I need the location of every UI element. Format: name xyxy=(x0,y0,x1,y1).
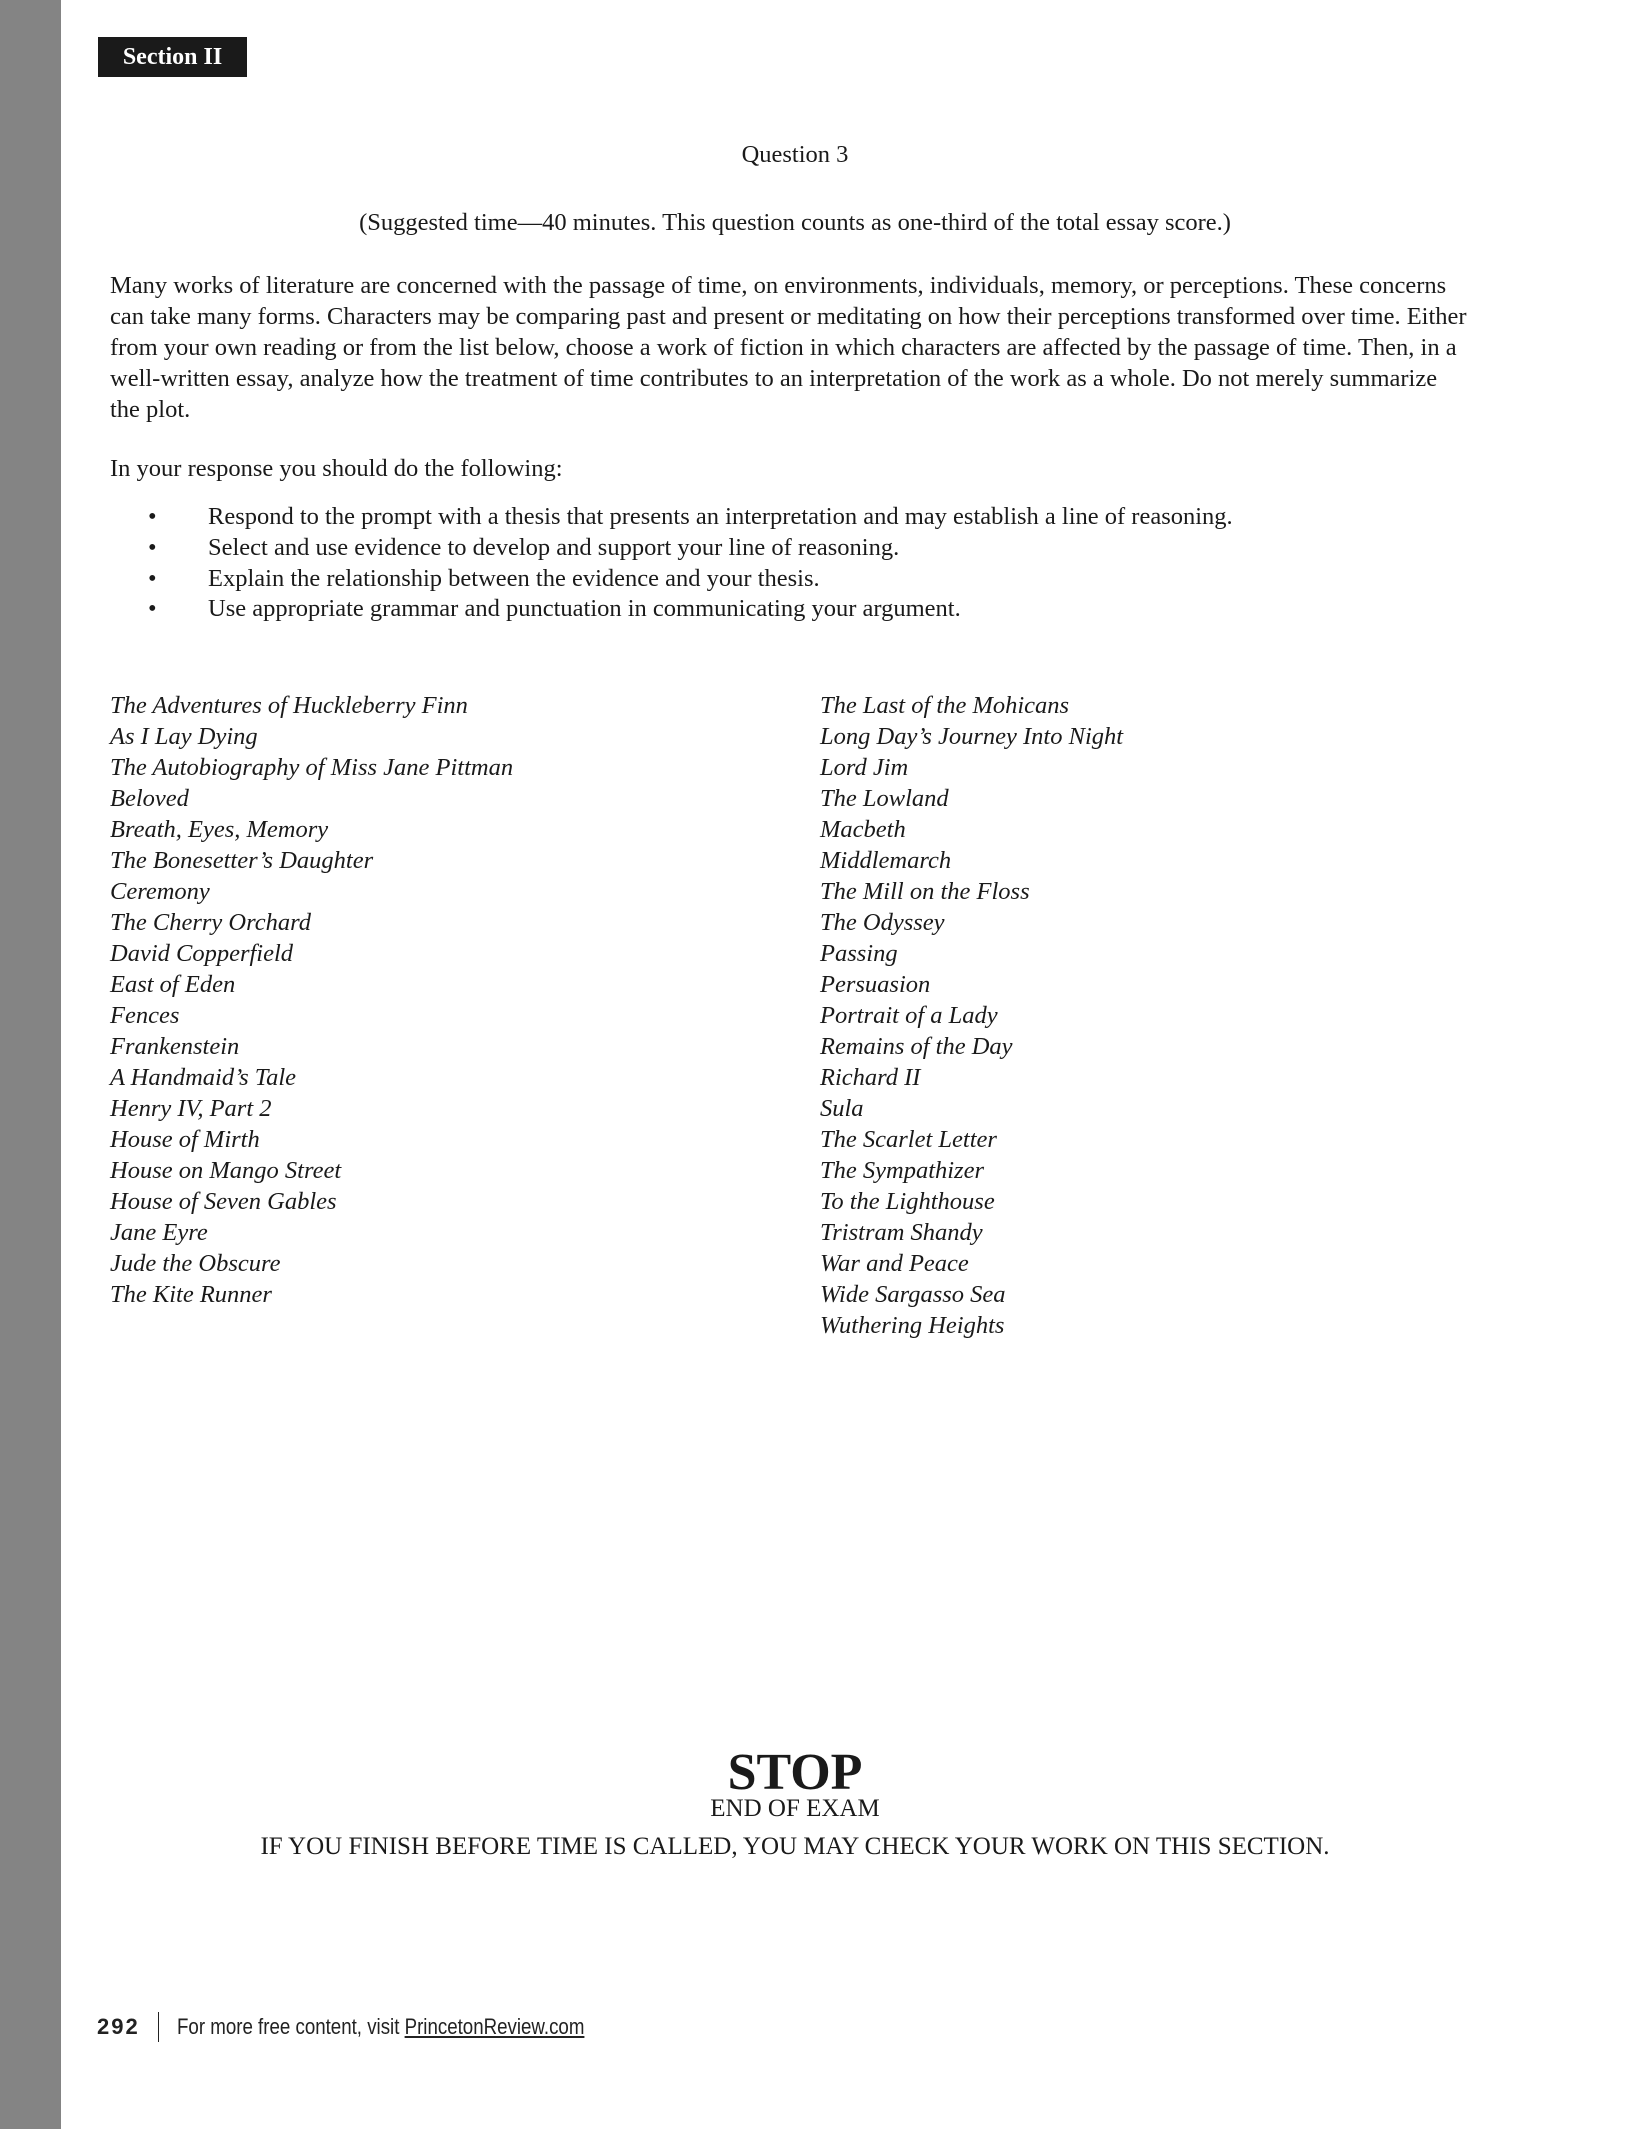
instruction-item xyxy=(110,533,1233,564)
work-title: The Autobiography of Miss Jane Pittman xyxy=(110,754,514,781)
page-gutter xyxy=(0,0,61,2129)
work-title: Beloved xyxy=(110,785,189,812)
instruction-item xyxy=(110,594,1233,625)
instruction-item xyxy=(110,564,1233,595)
work-title: The Scarlet Letter xyxy=(820,1126,997,1153)
work-title: War and Peace xyxy=(820,1250,969,1277)
work-title: Fences xyxy=(110,1002,180,1029)
work-title: Remains of the Day xyxy=(820,1033,1013,1060)
work-title: Frankenstein xyxy=(110,1033,240,1060)
work-title: The Cherry Orchard xyxy=(110,909,311,936)
work-title: As I Lay Dying xyxy=(110,723,258,750)
work-title: House on Mango Street xyxy=(110,1157,342,1184)
instruction-text: Use appropriate grammar and punctuation in communicating your argument. xyxy=(208,595,961,623)
work-title: Wide Sargasso Sea xyxy=(820,1281,1006,1308)
bullet-icon: • xyxy=(148,503,157,530)
work-title: Richard II xyxy=(820,1064,921,1091)
footer-text: For more free content, visit xyxy=(176,2014,405,2039)
bullet-icon: • xyxy=(148,564,157,592)
work-title: The Sympathizer xyxy=(820,1157,984,1184)
instruction-item xyxy=(110,502,1233,533)
work-title: The Kite Runner xyxy=(110,1281,272,1308)
princeton-review-link[interactable]: PrincetonReview.com xyxy=(404,2014,585,2039)
work-title: House of Seven Gables xyxy=(110,1188,337,1215)
work-title: Portrait of a Lady xyxy=(820,1002,998,1029)
work-title: Long Day’s Journey Into Night xyxy=(820,723,1124,750)
work-title: East of Eden xyxy=(110,971,236,998)
prompt-paragraph: Many works of literature are concerned with the passage of time, on environments, individuals, memory, or perceptions. These concerns can take many forms. Characters may be comparing past and present or meditating on how their perceptions transformed over time. Either from your own reading or from the list below, choose a work of fiction in which characters are affected by the passage of time. Then, in a well-written essay, analyze how the treatment of time contributes to an interpretation of the work as a whole. Do not merely summarize the plot. xyxy=(110,272,1467,423)
work-title: The Odyssey xyxy=(820,909,945,936)
question-title: Question 3 xyxy=(741,141,849,168)
suggested-time: (Suggested time—40 minutes. This question counts as one-third of the total essay score.) xyxy=(359,209,1231,236)
instructions-list xyxy=(110,502,1233,625)
work-title: Tristram Shandy xyxy=(820,1219,983,1246)
instruction-text: Respond to the prompt with a thesis that presents an interpretation and may establish a line of reasoning. xyxy=(208,503,1233,530)
work-title: A Handmaid’s Tale xyxy=(110,1064,297,1091)
stop-heading: STOP xyxy=(727,1744,863,1801)
work-title: Breath, Eyes, Memory xyxy=(110,816,329,843)
work-title: The Adventures of Huckleberry Finn xyxy=(110,692,468,719)
work-title: Jude the Obscure xyxy=(110,1250,281,1277)
work-title: Lord Jim xyxy=(820,754,909,781)
work-title: Jane Eyre xyxy=(110,1219,208,1246)
works-list-left xyxy=(110,690,513,1310)
work-title: The Bonesetter’s Daughter xyxy=(110,847,374,874)
work-title: Passing xyxy=(820,940,898,967)
section-label: Section II xyxy=(98,37,247,77)
work-title: The Mill on the Floss xyxy=(820,878,1030,905)
work-title: Wuthering Heights xyxy=(820,1312,1005,1339)
end-of-exam: END OF EXAM xyxy=(710,1795,880,1822)
bullet-icon: • xyxy=(148,533,157,561)
work-title: The Lowland xyxy=(820,785,949,812)
instruction-text: Explain the relationship between the evidence and your thesis. xyxy=(208,564,820,592)
instruction-text: Select and use evidence to develop and support your line of reasoning. xyxy=(208,533,900,561)
page-number: 292 xyxy=(97,2014,140,2039)
finish-note: IF YOU FINISH BEFORE TIME IS CALLED, YOU MAY CHECK YOUR WORK ON THIS SECTION. xyxy=(260,1833,1330,1860)
works-list-right xyxy=(820,690,1123,1341)
work-title: House of Mirth xyxy=(110,1126,260,1153)
work-title: David Copperfield xyxy=(110,940,294,967)
work-title: Persuasion xyxy=(820,971,931,998)
work-title: Ceremony xyxy=(110,878,210,905)
work-title: The Last of the Mohicans xyxy=(820,692,1070,719)
work-title: Sula xyxy=(820,1095,864,1122)
work-title: Macbeth xyxy=(820,816,906,843)
work-title: Middlemarch xyxy=(820,847,952,874)
instructions-intro: In your response you should do the following: xyxy=(110,455,563,482)
work-title: Henry IV, Part 2 xyxy=(110,1095,272,1122)
footer-divider xyxy=(158,2012,159,2042)
bullet-icon: • xyxy=(148,595,157,623)
work-title: To the Lighthouse xyxy=(820,1188,995,1215)
page-footer xyxy=(97,2012,656,2042)
